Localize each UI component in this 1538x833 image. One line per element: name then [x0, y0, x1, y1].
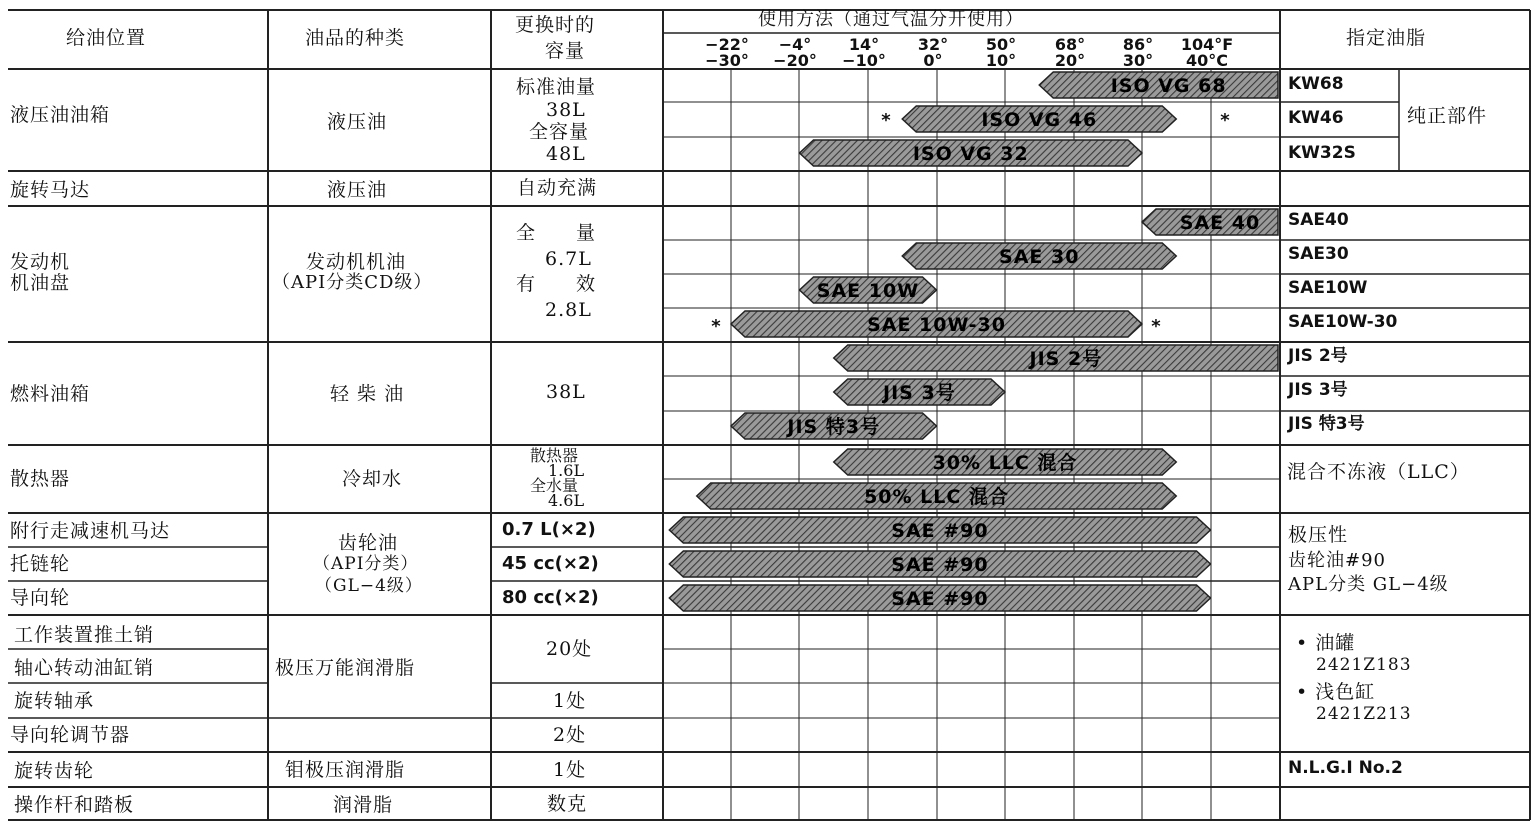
gear-oil-type-1: 齿轮油: [338, 532, 399, 554]
swing-gear-position: 旋转齿轮: [14, 760, 95, 782]
header-oil-type: 油品的种类: [305, 27, 406, 49]
gear-spec-1: 极压性: [1288, 524, 1349, 546]
radiator-oil-type: 冷却水: [342, 468, 403, 490]
band-sae-30-label: SAE 30: [999, 246, 1080, 268]
temp-c-label: 30°: [1122, 51, 1154, 70]
spec-genuine-parts: 纯正部件: [1407, 105, 1488, 127]
temp-c-label: 0°: [923, 51, 943, 70]
gear-position-travel-motor: 附行走减速机马达: [10, 520, 171, 542]
spec-jis-2: JIS 2号: [1288, 346, 1348, 366]
spec-sae30: SAE30: [1288, 244, 1349, 264]
grease-capacity-1: 20处: [546, 638, 593, 660]
band-iso-vg-32-label: ISO VG 32: [912, 143, 1029, 165]
temp-c-label: −20°: [773, 51, 817, 70]
band-iso-vg-68-label: ISO VG 68: [1110, 75, 1227, 97]
spec-llc: 混合不冻液（LLC）: [1287, 461, 1470, 483]
extended-mark-sae10w30-left: *: [711, 316, 721, 337]
grease-oil-type: 极压万能润滑脂: [275, 657, 416, 679]
header-capacity-line1: 更换时的: [515, 14, 596, 36]
temp-c-label: −30°: [705, 51, 749, 70]
band-sae-40-label: SAE 40: [1179, 212, 1261, 234]
spec-nlgi: N.L.G.I No.2: [1288, 758, 1403, 778]
gear-position-carrier-roller: 托链轮: [10, 553, 71, 575]
temp-f-label: 104°F: [1180, 35, 1234, 54]
temp-f-label: 86°: [1122, 35, 1154, 54]
gear-position-idler: 导向轮: [10, 587, 71, 609]
engine-oil-type-line2: （API分类CD级）: [272, 272, 433, 293]
grease-position-swing-bearing: 旋转轴承: [14, 690, 95, 712]
spec-sae10w: SAE10W: [1288, 278, 1368, 298]
fuel-tank-oil-type: 轻 柴 油: [330, 383, 405, 405]
engine-capacity-4: 2.8L: [545, 299, 592, 321]
engine-position-line1: 发动机: [10, 251, 71, 273]
header-position: 给油位置: [66, 27, 147, 49]
band-sae-10w-label: SAE 10W: [816, 280, 920, 302]
engine-position-line2: 机油盘: [10, 272, 71, 294]
radiator-position: 散热器: [10, 468, 71, 490]
swing-gear-capacity: 1处: [553, 759, 587, 781]
grease-spec-1: • 油罐: [1296, 632, 1356, 654]
spec-jis-special-3: JIS 特3号: [1288, 414, 1365, 434]
spec-jis-3: JIS 3号: [1288, 380, 1348, 400]
swing-motor-capacity: 自动充满: [517, 177, 598, 199]
extended-mark-sae10w30-right: *: [1151, 316, 1161, 337]
gear-capacity-3: 80 cc(×2): [502, 587, 599, 608]
gear-spec-2: 齿轮油#90: [1288, 550, 1386, 571]
spec-kw46: KW46: [1288, 108, 1344, 128]
grease-position-blade-pin: 工作装置推土销: [14, 624, 155, 646]
temp-f-label: −4°: [778, 35, 812, 54]
levers-position: 操作杆和踏板: [14, 794, 135, 816]
radiator-capacity-3: 全水量: [530, 476, 579, 495]
gear-oil-type-3: （GL−4级）: [315, 576, 423, 596]
swing-motor-position: 旋转马达: [10, 179, 91, 201]
spec-sae40: SAE40: [1288, 210, 1349, 230]
hydraulic-tank-oil-type: 液压油: [327, 111, 388, 133]
spec-sae10w-30: SAE10W-30: [1288, 312, 1398, 332]
hydraulic-tank-position: 液压油油箱: [10, 104, 111, 126]
gear-capacity-1: 0.7 L(×2): [502, 519, 596, 540]
band-iso-vg-46-label: ISO VG 46: [981, 109, 1098, 131]
swing-gear-oil-type: 钼极压润滑脂: [285, 759, 406, 781]
radiator-capacity-2: 1.6L: [548, 461, 585, 480]
spec-kw68: KW68: [1288, 74, 1344, 94]
fuel-tank-position: 燃料油箱: [10, 383, 91, 405]
extended-mark-kw46-left: *: [881, 110, 891, 131]
temp-f-label: 32°: [917, 35, 949, 54]
radiator-capacity-1: 散热器: [530, 446, 579, 465]
fuel-tank-capacity: 38L: [546, 381, 586, 403]
header-capacity-line2: 容量: [545, 40, 586, 62]
hydraulic-tank-capacity-2: 38L: [546, 99, 586, 121]
temp-c-label: −10°: [842, 51, 886, 70]
temp-f-label: 14°: [848, 35, 880, 54]
grease-spec-4: 2421Z213: [1316, 704, 1412, 724]
band-30-llc-label: 30% LLC 混合: [932, 452, 1078, 474]
hydraulic-tank-capacity-3: 全容量: [529, 121, 590, 143]
grease-capacity-2: 1处: [553, 690, 587, 712]
band-sae-90-2-label: SAE #90: [891, 554, 989, 576]
temp-f-label: 50°: [985, 35, 1017, 54]
levers-capacity: 数克: [547, 793, 588, 815]
engine-capacity-3: 有 效: [516, 273, 597, 295]
band-sae-90-1-label: SAE #90: [891, 520, 989, 542]
header-usage-title: 使用方法（通过气温分开使用）: [758, 9, 1024, 30]
hydraulic-tank-capacity-4: 48L: [546, 143, 586, 165]
gear-oil-type-2: （API分类）: [313, 554, 419, 574]
hydraulic-tank-capacity-1: 标准油量: [516, 76, 597, 98]
grease-spec-2: 2421Z183: [1316, 655, 1412, 675]
grease-position-cylinder-pin: 轴心转动油缸销: [14, 657, 155, 679]
temp-c-label: 40°C: [1185, 51, 1229, 70]
temp-f-label: −22°: [705, 35, 749, 54]
band-sae-90-3-label: SAE #90: [891, 588, 989, 610]
temp-c-label: 20°: [1054, 51, 1086, 70]
levers-oil-type: 润滑脂: [333, 794, 394, 816]
header-designated: 指定油脂: [1346, 27, 1427, 49]
band-jis-2-label: JIS 2号: [1029, 348, 1103, 370]
extended-mark-kw46-right: *: [1220, 110, 1230, 131]
band-jis-3-label: JIS 3号: [883, 382, 956, 404]
grease-position-idler-adjuster: 导向轮调节器: [10, 724, 131, 746]
gear-capacity-2: 45 cc(×2): [502, 553, 599, 574]
swing-motor-oil-type: 液压油: [327, 179, 388, 201]
grease-capacity-3: 2处: [553, 724, 587, 746]
temp-c-label: 10°: [985, 51, 1017, 70]
engine-oil-type-line1: 发动机机油: [306, 251, 407, 273]
gear-spec-3: APL分类 GL−4级: [1288, 574, 1449, 595]
temp-f-label: 68°: [1054, 35, 1086, 54]
engine-capacity-1: 全 量: [516, 222, 597, 244]
grease-spec-3: • 浅色缸: [1296, 681, 1376, 703]
band-50-llc-label: 50% LLC 混合: [864, 486, 1009, 508]
spec-kw32s: KW32S: [1288, 143, 1356, 163]
engine-capacity-2: 6.7L: [545, 248, 592, 270]
radiator-capacity-4: 4.6L: [548, 491, 585, 510]
band-sae-10w-30-label: SAE 10W-30: [867, 314, 1006, 336]
band-jis-special-3-label: JIS 特3号: [787, 416, 881, 438]
